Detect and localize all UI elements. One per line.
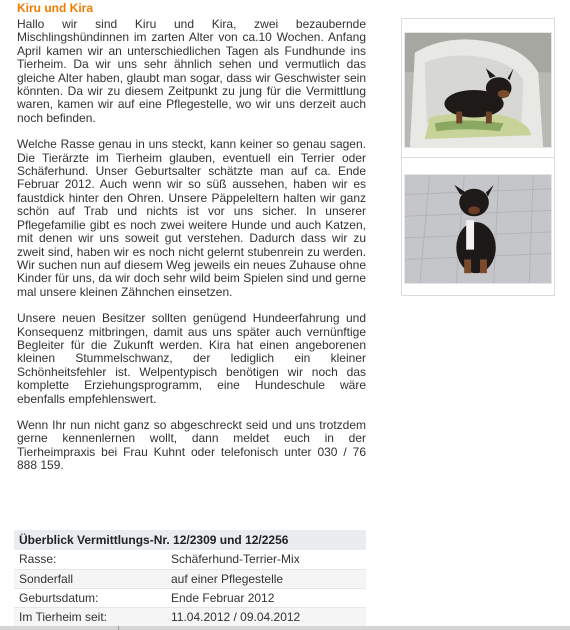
row-value: auf einer Pflegestelle xyxy=(166,569,366,588)
paragraph: Hallo wir sind Kiru und Kira, zwei bezaubernde Mischlingshündinnen im zarten Alter von ca.10 Wochen. Anfang April kamen wir an unterschiedlichen Tagen als Fundhunde ins Tierheim. Da wir uns sehr ähnlich sehen und vermutlich das gleiche Alter haben, glaubt man sogar, dass wir Geschwister sein könnten. Da wir zu diesem Zeitpunkt zu jung für die Vermittlung waren, kamen wir auf eine Pflegestelle, wo wir uns derzeit auch noch befinden. xyxy=(17,17,366,125)
horizontal-scrollbar[interactable] xyxy=(0,626,570,630)
paragraph: Welche Rasse genau in uns steckt, kann keiner so genau sagen. Die Tierärzte im Tierheim glauben, eventuell ein Terrier oder Schäferhund. Unser Geburtsalter schätzte man auf ca. Ende Februar 2012. Auch wenn wir so süß aussehen, haben wir es faustdick hinter den Ohren. Unsere Päppeleltern halten wir ganz schön auf Trab und nichts ist vor uns sicher. In unserer Pflegefamilie gibt es noch zwei weitere Hunde und auch Katzen, mit denen wir uns soweit gut verstehen. Dadurch dass wir zu zweit sind, haben wir es noch nicht gelernt stubenrein zu werden. Wir suchen nun auf diesem Weg jeweils ein neues Zuhause ohne Kinder für uns, da wir doch sehr wild beim Spielen sind und gerne mal unsere kleinen Zähnchen einsetzen. xyxy=(17,137,366,299)
row-label: Geburtsdatum: xyxy=(14,588,166,607)
row-value: Schäferhund-Terrier-Mix xyxy=(166,550,366,569)
row-label: Rasse: xyxy=(14,550,166,569)
table-row xyxy=(14,588,366,607)
row-label: Sonderfall xyxy=(14,569,166,588)
photo-puppy-sitting[interactable] xyxy=(404,174,552,284)
photo-separator xyxy=(402,157,554,158)
page-title: Kiru und Kira xyxy=(17,1,94,15)
table-row xyxy=(14,569,366,588)
paragraph: Unsere neuen Besitzer sollten genügend Hundeerfahrung und Konsequenz mitbringen, damit aus uns später auch vernünftige Begleiter für die Zukunft werden. Kira hat einen angeborenen kleinen Stummelschwanz, der lediglich ein kleiner Schönheitsfehler ist. Welpentypisch benötigen wir noch das komplette Erziehungsprogramm, eine Hundeschule wäre ebenfalls empfehlenswert. xyxy=(17,311,366,406)
overview-rows xyxy=(14,550,366,627)
row-value: 11.04.2012 / 09.04.2012 xyxy=(166,607,366,626)
table-row xyxy=(14,607,366,626)
overview-table xyxy=(14,530,366,627)
overview-heading: Überblick Vermittlungs-Nr. 12/2309 und 12/2256 xyxy=(14,530,366,550)
scrollbar-thumb[interactable] xyxy=(118,626,119,630)
photo-puppy-on-chair[interactable] xyxy=(404,32,552,148)
puppy-chair-image xyxy=(405,33,551,147)
table-row xyxy=(14,550,366,569)
row-value: Ende Februar 2012 xyxy=(166,588,366,607)
paragraph: Wenn Ihr nun nicht ganz so abgeschreckt seid und uns trotzdem gerne kennenlernen wollt, dann meldet euch in der Tierheimpraxis bei Frau Kuhnt oder telefonisch unter 030 / 76 888 159. xyxy=(17,417,366,473)
row-label: Im Tierheim seit: xyxy=(14,607,166,626)
description-text xyxy=(17,18,366,486)
puppy-sitting-image xyxy=(405,175,551,283)
photo-gallery xyxy=(401,18,555,296)
